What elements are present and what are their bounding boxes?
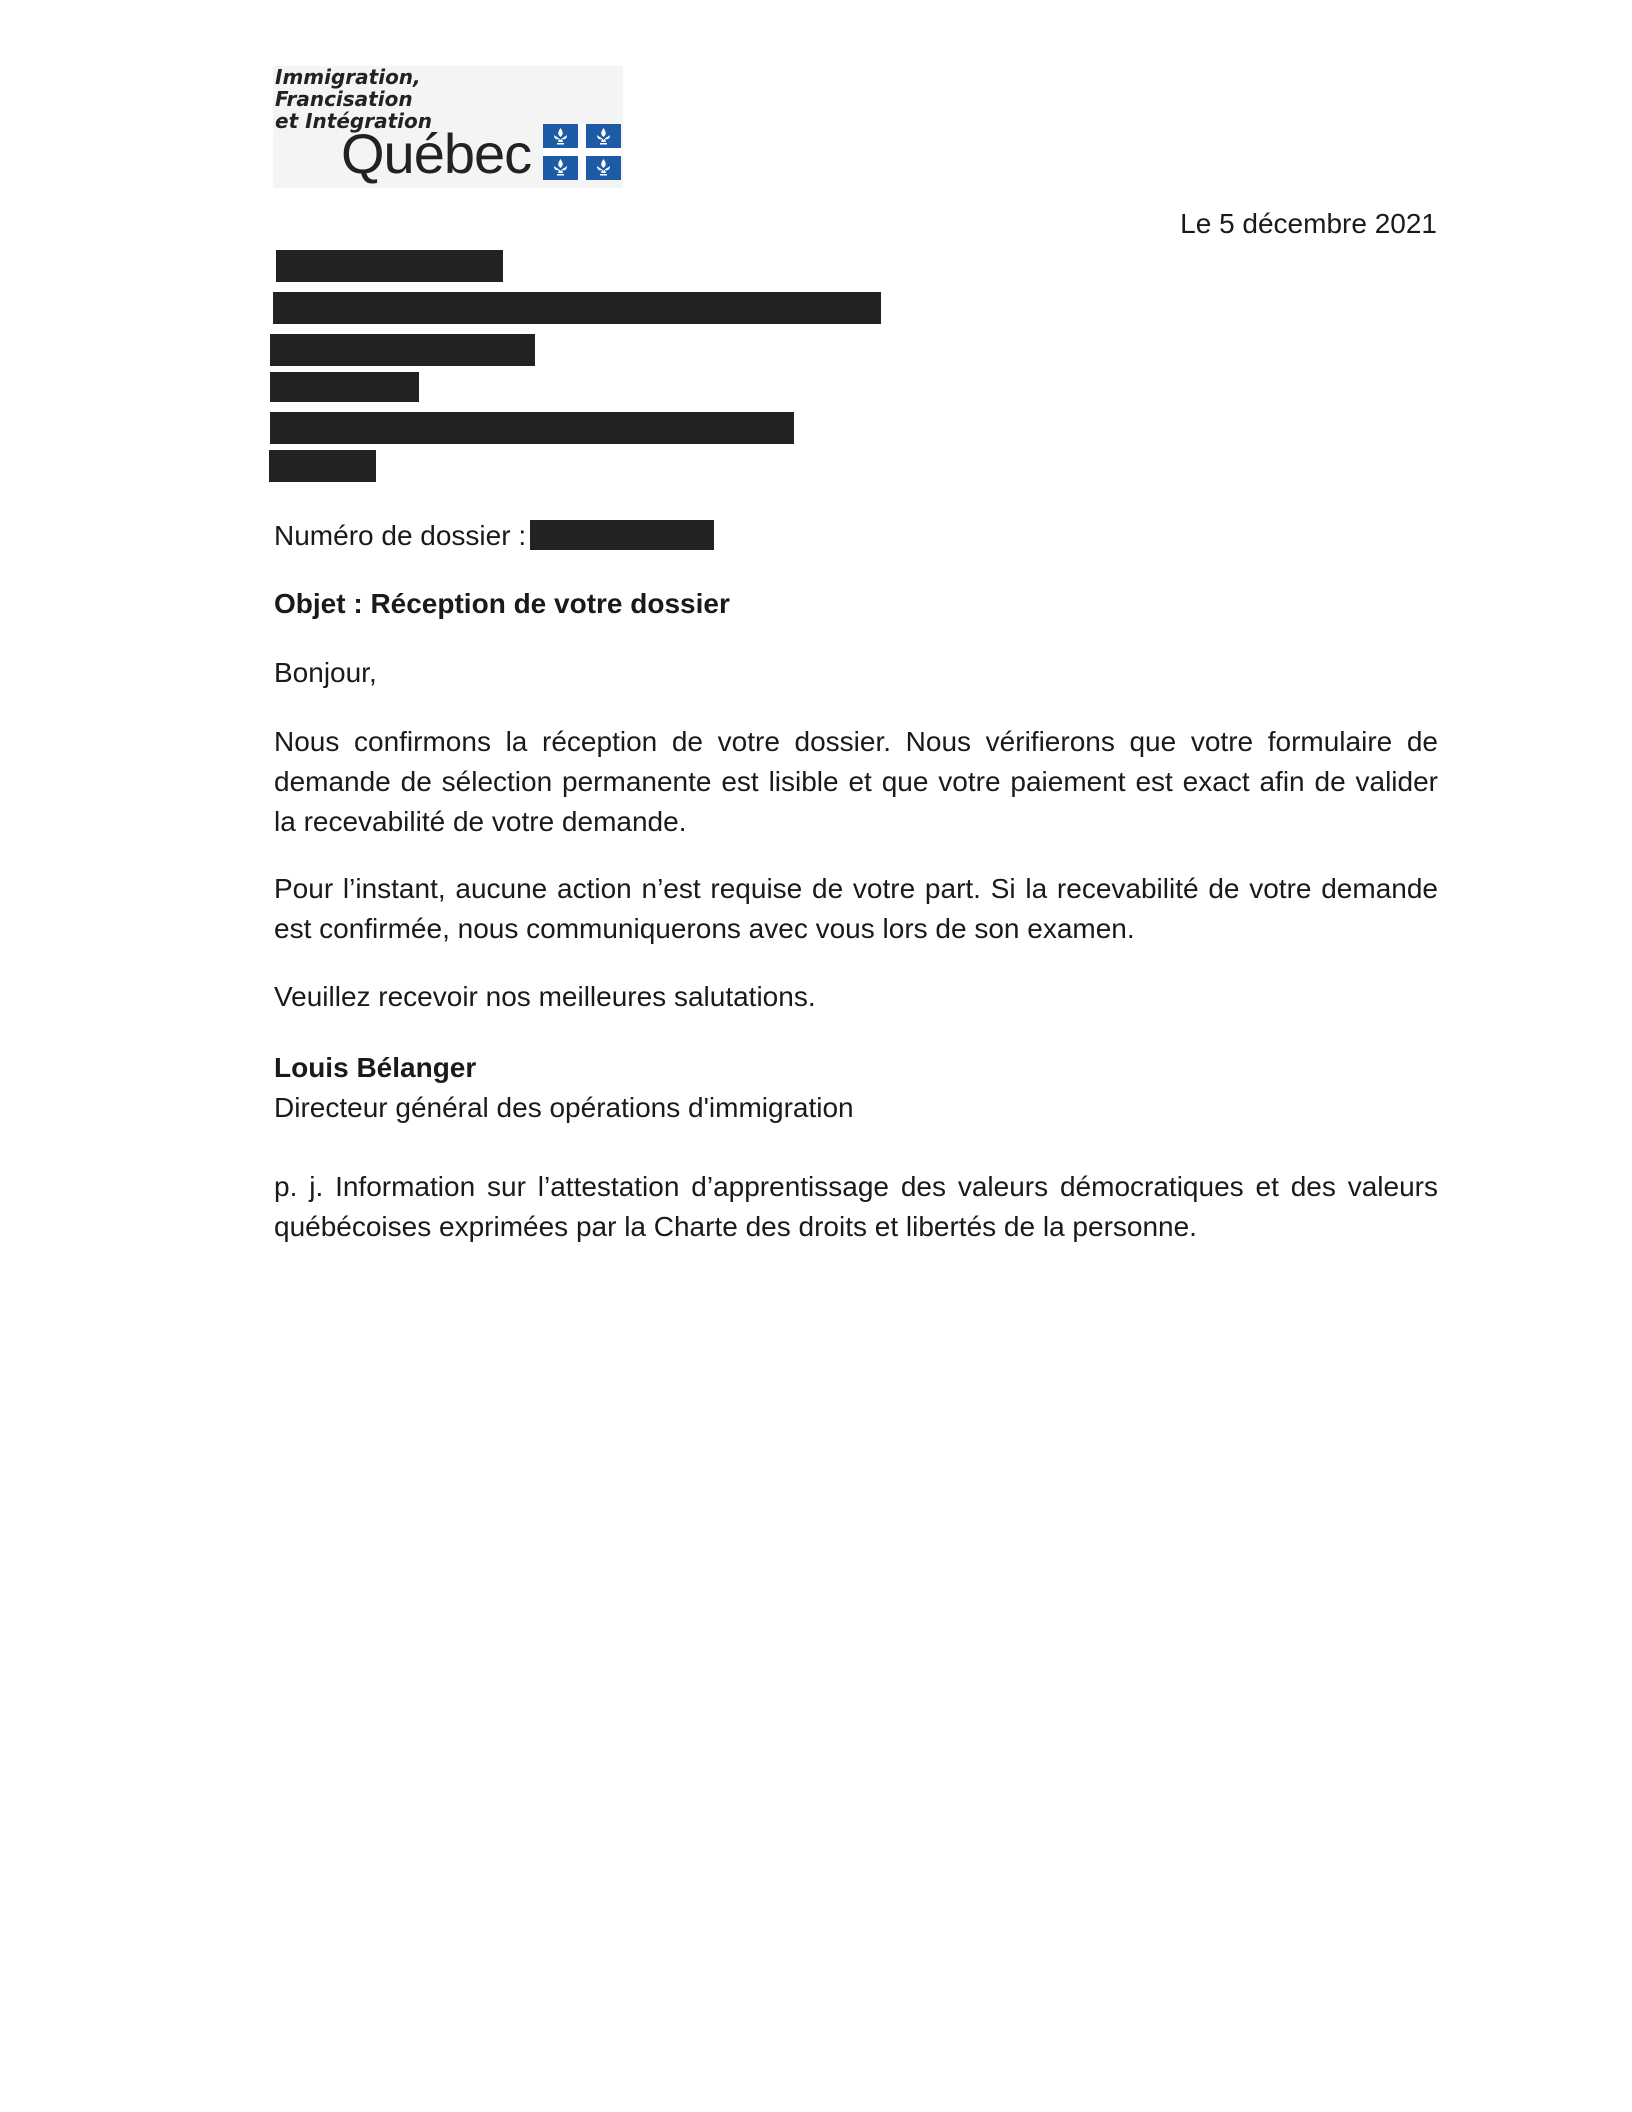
redacted-file-number	[530, 520, 714, 550]
ministry-line-1: Immigration,	[275, 65, 421, 89]
file-number-line	[274, 516, 1438, 556]
ministry-line-2: Francisation	[275, 87, 413, 111]
redacted-address-line-2	[270, 334, 535, 366]
redacted-recipient-name	[276, 250, 503, 282]
letter-date: Le 5 décembre 2021	[1180, 208, 1437, 239]
letter-subject: Objet : Réception de votre dossier	[274, 588, 730, 619]
quebec-flag-icon	[543, 124, 621, 180]
ministry-line-3: et Intégration	[275, 109, 432, 133]
signatory-name: Louis Bélanger	[274, 1052, 477, 1083]
letter-greeting: Bonjour,	[274, 657, 377, 688]
letter-closing: Veuillez recevoir nos meilleures salutations.	[274, 981, 816, 1012]
letter-paragraph-1: Nous confirmons la réception de votre dossier. Nous vérifierons que votre formulaire de demande de sélection permanente est lisible et que votre paiement est exact afin de valider la recevabilité de votre demande.	[274, 726, 1438, 837]
redacted-address-line-4	[270, 412, 794, 444]
ministry-logo	[273, 66, 623, 188]
redacted-address-line-5	[269, 450, 376, 482]
redacted-address-line-3	[270, 372, 419, 402]
quebec-wordmark: Québec	[341, 122, 532, 185]
file-number-label: Numéro de dossier :	[274, 520, 527, 551]
attachment-note: p. j. Information sur l’attestation d’apprentissage des valeurs démocratiques et des valeurs québécoises exprimées par la Charte des droits et libertés de la personne.	[274, 1171, 1438, 1242]
redacted-address-line-1	[273, 292, 881, 324]
signatory-title: Directeur général des opérations d'immigration	[274, 1092, 854, 1123]
letter-paragraph-2: Pour l’instant, aucune action n’est requise de votre part. Si la recevabilité de votre demande est confirmée, nous communiquerons avec vous lors de son examen.	[274, 873, 1438, 944]
